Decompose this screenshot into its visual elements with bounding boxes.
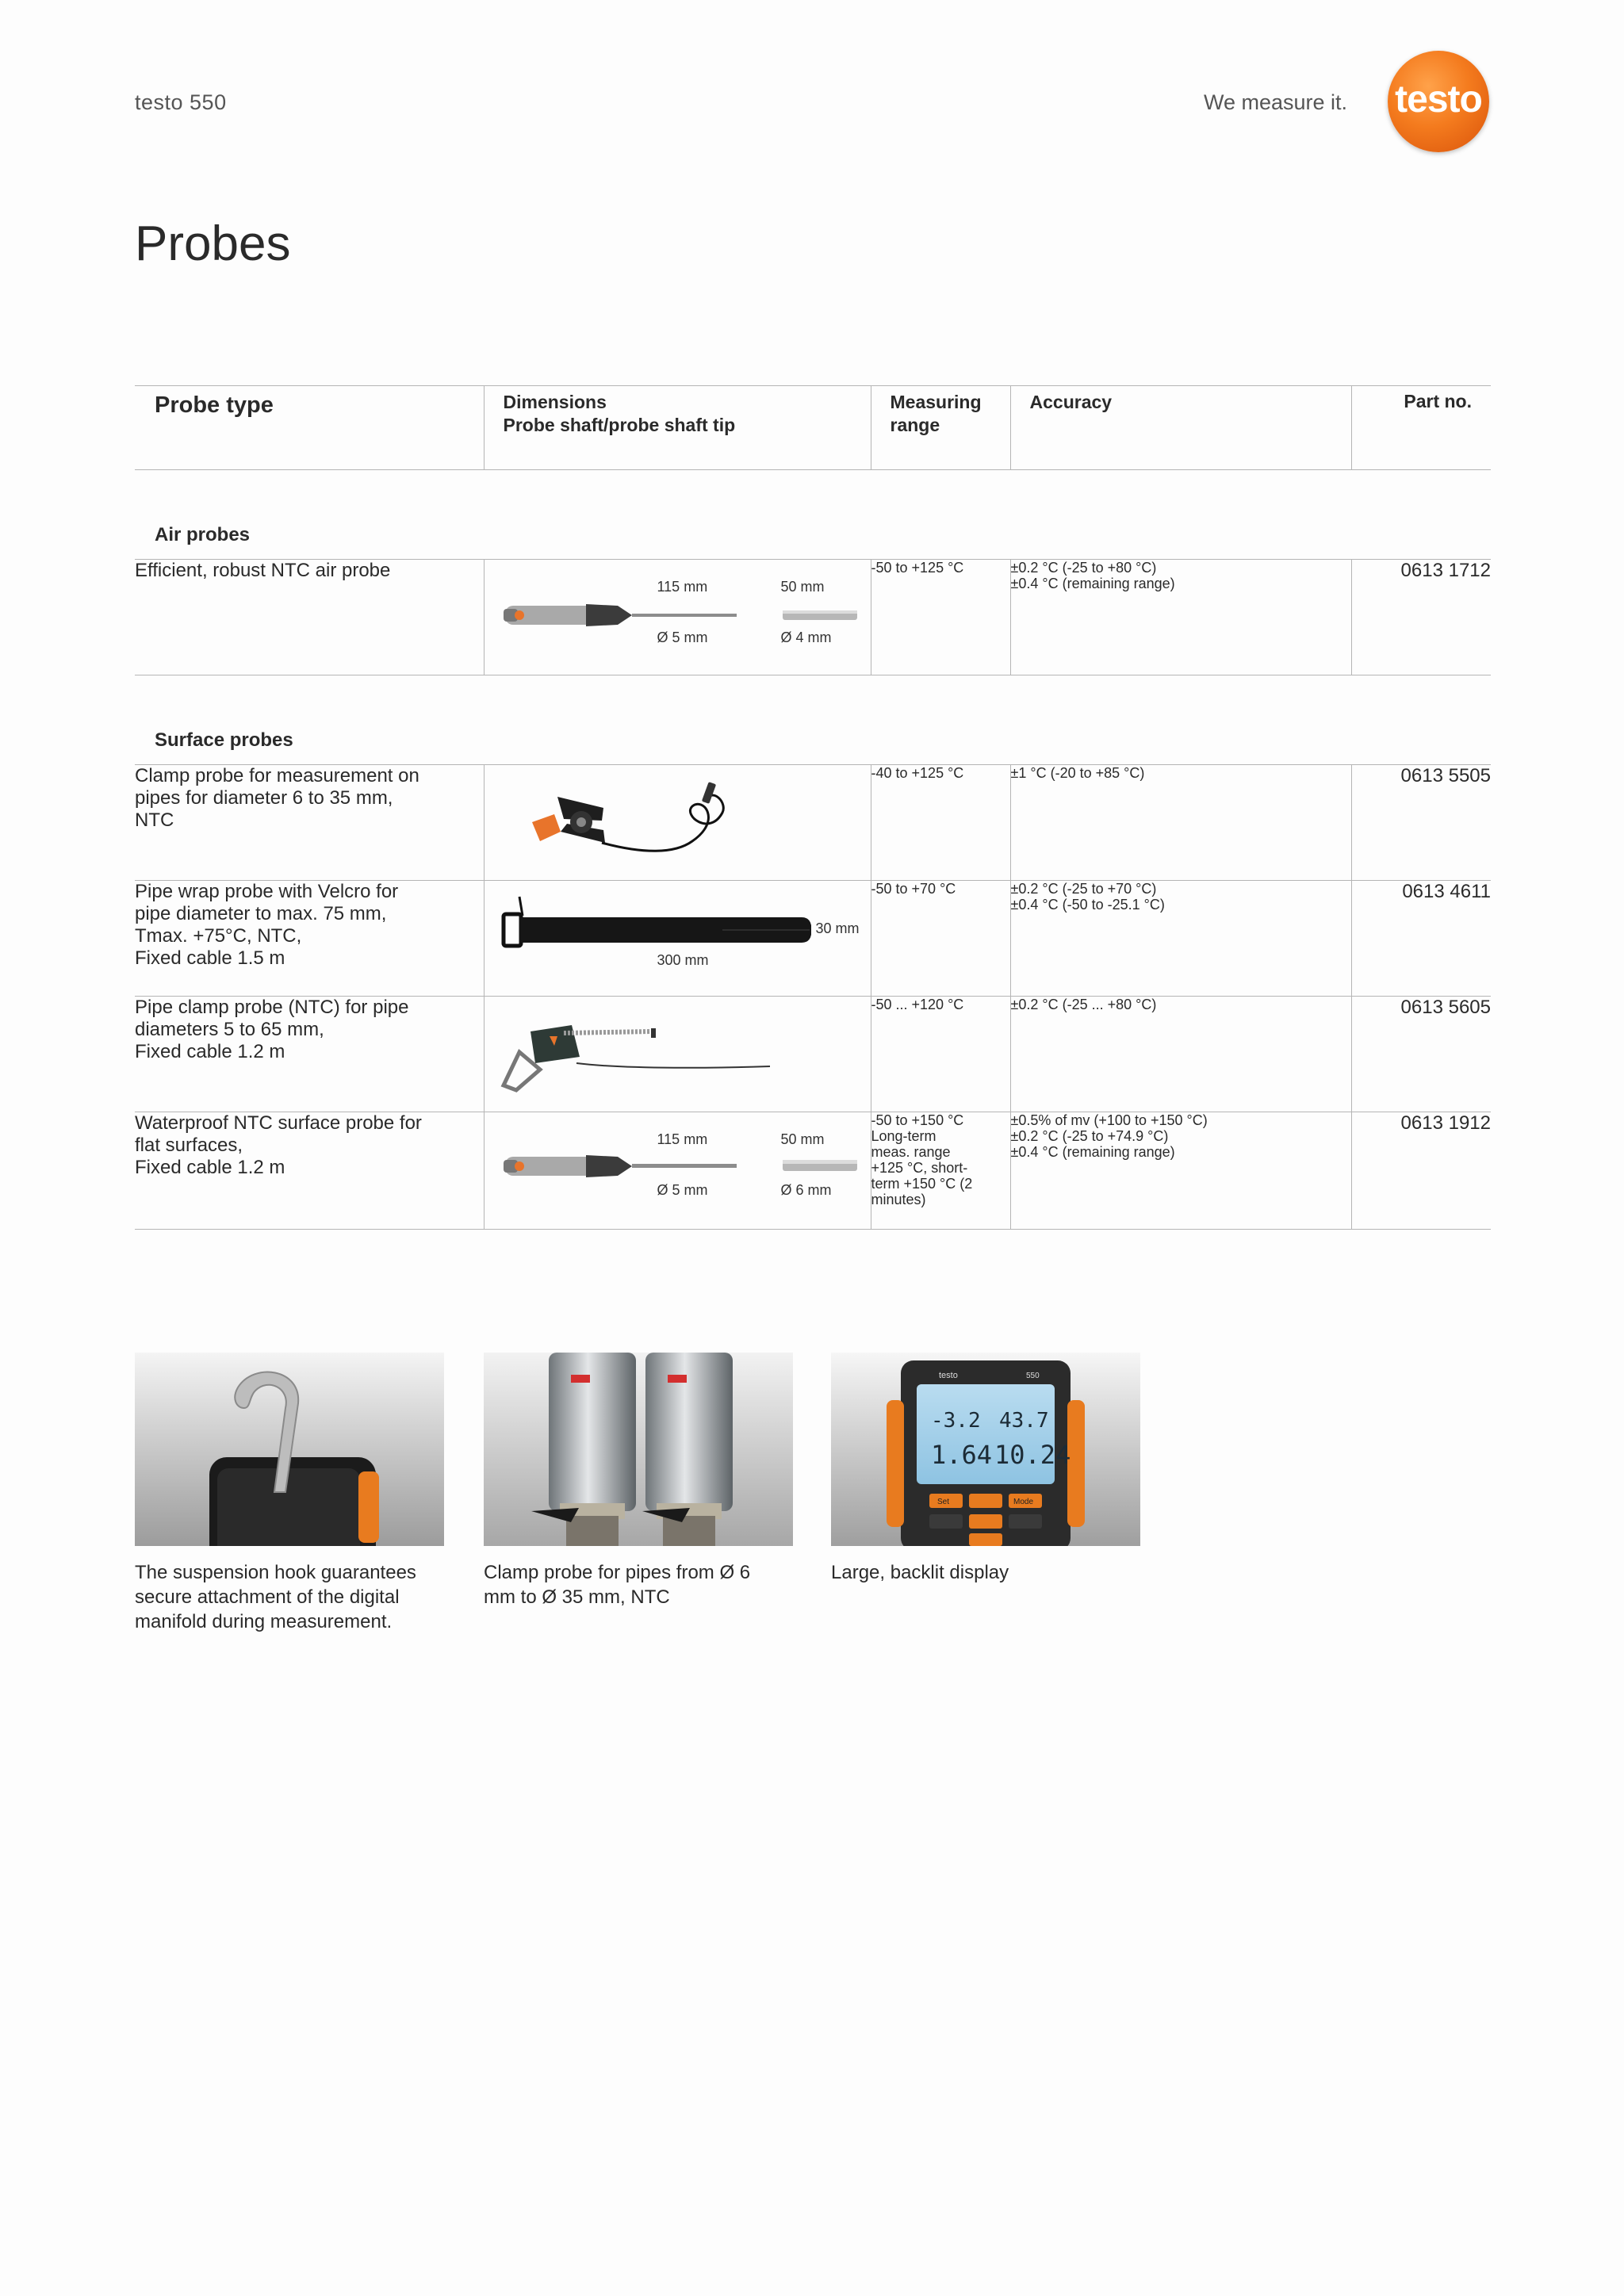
probe-description	[135, 881, 484, 997]
accuracy-line: ±0.2 °C (-25 ... +80 °C)	[1010, 997, 1157, 1012]
accuracy-line: ±0.2 °C (-25 to +70 °C)	[1010, 881, 1157, 897]
range-line: meas. range	[871, 1144, 951, 1160]
caption-line: Large, backlit display	[831, 1562, 1009, 1583]
range-line: +125 °C, short-	[871, 1160, 968, 1176]
clamp-probes-image	[484, 1353, 793, 1546]
description-line: Pipe wrap probe with Velcro for	[135, 881, 399, 902]
description-line: pipe diameter to max. 75 mm,	[135, 903, 387, 924]
probes-table	[135, 385, 1491, 1230]
section-row-surface-probes	[135, 675, 1491, 765]
description-line: flat surfaces,	[135, 1135, 243, 1156]
part-number: 0613 1912	[1351, 1112, 1491, 1230]
header-part-no: Part no.	[1351, 386, 1491, 470]
description-line: Clamp probe for measurement on	[135, 765, 419, 786]
caption-line: The suspension hook guarantees	[135, 1562, 416, 1583]
caption-line: secure attachment of the digital	[135, 1586, 400, 1608]
measuring-range	[871, 560, 1010, 675]
measuring-range	[871, 1112, 1010, 1230]
suspension-hook-image	[135, 1353, 444, 1546]
part-number: 0613 5505	[1351, 765, 1491, 881]
measuring-range	[871, 997, 1010, 1112]
product-name: testo 550	[135, 90, 227, 114]
logo-text: testo	[1395, 78, 1482, 121]
display-reading-2: 43.7	[999, 1409, 1049, 1433]
device-brand: testo	[939, 1371, 958, 1380]
clamp-probe-drawing	[485, 765, 871, 880]
part-number: 0613 5605	[1351, 997, 1491, 1112]
accuracy-line: ±0.4 °C (-50 to -25.1 °C)	[1010, 897, 1165, 913]
table-header-row	[135, 386, 1491, 470]
page-title: Probes	[135, 216, 291, 271]
clamp-probes-caption	[484, 1560, 801, 1609]
range-line: -50 ... +120 °C	[871, 997, 964, 1012]
dimensions-cell	[484, 1112, 871, 1230]
accuracy-line: ±0.5% of mv (+100 to +150 °C)	[1010, 1112, 1208, 1128]
accuracy	[1010, 997, 1351, 1112]
accuracy-line: ±0.2 °C (-25 to +74.9 °C)	[1010, 1128, 1169, 1144]
part-number: 0613 1712	[1351, 560, 1491, 675]
header-dimensions-line-1: Dimensions	[503, 392, 607, 412]
description-line: pipes for diameter 6 to 35 mm,	[135, 787, 393, 809]
air-probe-drawing	[485, 560, 871, 675]
table-row	[135, 765, 1491, 881]
table-row	[135, 881, 1491, 997]
table-row	[135, 1112, 1491, 1230]
description-line: diameters 5 to 65 mm,	[135, 1019, 324, 1040]
measuring-range	[871, 765, 1010, 881]
display-reading-4: 10.24	[994, 1440, 1071, 1470]
shaft-length-label: 115 mm	[657, 579, 708, 595]
description-line: Fixed cable 1.5 m	[135, 947, 285, 969]
wrap-length-label: 300 mm	[657, 952, 709, 968]
probe-description	[135, 997, 484, 1112]
probe-description	[135, 560, 484, 675]
section-title: Surface probes	[135, 675, 1491, 765]
description-line: Efficient, robust NTC air probe	[135, 560, 391, 581]
clamp-probes-photo	[484, 1353, 793, 1546]
description-line: Pipe clamp probe (NTC) for pipe	[135, 997, 409, 1018]
range-line: -40 to +125 °C	[871, 765, 964, 781]
range-line: -50 to +125 °C	[871, 560, 964, 576]
accuracy-line: ±0.4 °C (remaining range)	[1010, 1144, 1175, 1160]
accuracy	[1010, 765, 1351, 881]
pipe-clamp-probe-drawing	[485, 997, 871, 1112]
testo-logo	[1388, 51, 1489, 152]
backlit-display-caption	[831, 1560, 1148, 1585]
table-row	[135, 560, 1491, 675]
range-line: Long-term	[871, 1128, 936, 1144]
probe-description	[135, 765, 484, 881]
surface-probe-drawing	[485, 1112, 871, 1229]
tip-length-label: 50 mm	[780, 1131, 825, 1147]
tip-length-label: 50 mm	[780, 579, 825, 595]
description-line: NTC	[135, 809, 174, 831]
description-line: Waterproof NTC surface probe for	[135, 1112, 422, 1134]
suspension-hook-caption	[135, 1560, 452, 1634]
shaft-diameter-label: Ø 5 mm	[657, 629, 708, 645]
range-line: minutes)	[871, 1192, 926, 1207]
backlit-display-image	[831, 1353, 1140, 1546]
probe-description	[135, 1112, 484, 1230]
caption-line: mm to Ø 35 mm, NTC	[484, 1586, 670, 1608]
header-dimensions-line-2: Probe shaft/probe shaft tip	[503, 415, 736, 435]
accuracy-line: ±1 °C (-20 to +85 °C)	[1010, 765, 1145, 781]
header-accuracy: Accuracy	[1010, 386, 1351, 470]
tagline: We measure it.	[1204, 90, 1348, 114]
set-key-label: Set	[937, 1498, 950, 1506]
measuring-range	[871, 881, 1010, 997]
dimensions-cell	[484, 881, 871, 997]
shaft-diameter-label: Ø 5 mm	[657, 1182, 708, 1198]
accuracy	[1010, 560, 1351, 675]
part-number: 0613 4611	[1351, 881, 1491, 997]
tip-diameter-label: Ø 4 mm	[780, 629, 832, 645]
range-line: term +150 °C (2	[871, 1176, 973, 1192]
accuracy-line: ±0.4 °C (remaining range)	[1010, 576, 1175, 591]
section-row-air-probes	[135, 470, 1491, 560]
accuracy	[1010, 881, 1351, 997]
pipe-wrap-probe-drawing	[485, 881, 871, 996]
suspension-hook-photo	[135, 1353, 444, 1546]
accuracy	[1010, 1112, 1351, 1230]
backlit-display-photo	[831, 1353, 1140, 1546]
tip-diameter-label: Ø 6 mm	[780, 1182, 832, 1198]
header-measuring-range	[871, 386, 1010, 470]
shaft-length-label: 115 mm	[657, 1131, 708, 1147]
header-range-line-2: range	[890, 415, 940, 435]
description-line: Tmax. +75°C, NTC,	[135, 925, 302, 947]
table-row	[135, 997, 1491, 1112]
header-probe-type: Probe type	[135, 386, 484, 470]
dimensions-cell	[484, 765, 871, 881]
wrap-width-label: 30 mm	[815, 920, 860, 936]
mode-key-label: Mode	[1013, 1498, 1034, 1506]
device-model: 550	[1026, 1372, 1040, 1380]
caption-line: Clamp probe for pipes from Ø 6	[484, 1562, 751, 1583]
dimensions-cell	[484, 997, 871, 1112]
accuracy-line: ±0.2 °C (-25 to +80 °C)	[1010, 560, 1157, 576]
range-line: -50 to +150 °C	[871, 1112, 964, 1128]
description-line: Fixed cable 1.2 m	[135, 1041, 285, 1062]
display-reading-3: 1.64	[931, 1440, 993, 1470]
dimensions-cell	[484, 560, 871, 675]
description-line: Fixed cable 1.2 m	[135, 1157, 285, 1178]
range-line: -50 to +70 °C	[871, 881, 956, 897]
header-range-line-1: Measuring	[890, 392, 982, 412]
section-title: Air probes	[135, 470, 1491, 560]
caption-line: manifold during measurement.	[135, 1611, 393, 1632]
display-reading-1: -3.2	[931, 1409, 981, 1433]
header-dimensions	[484, 386, 871, 470]
